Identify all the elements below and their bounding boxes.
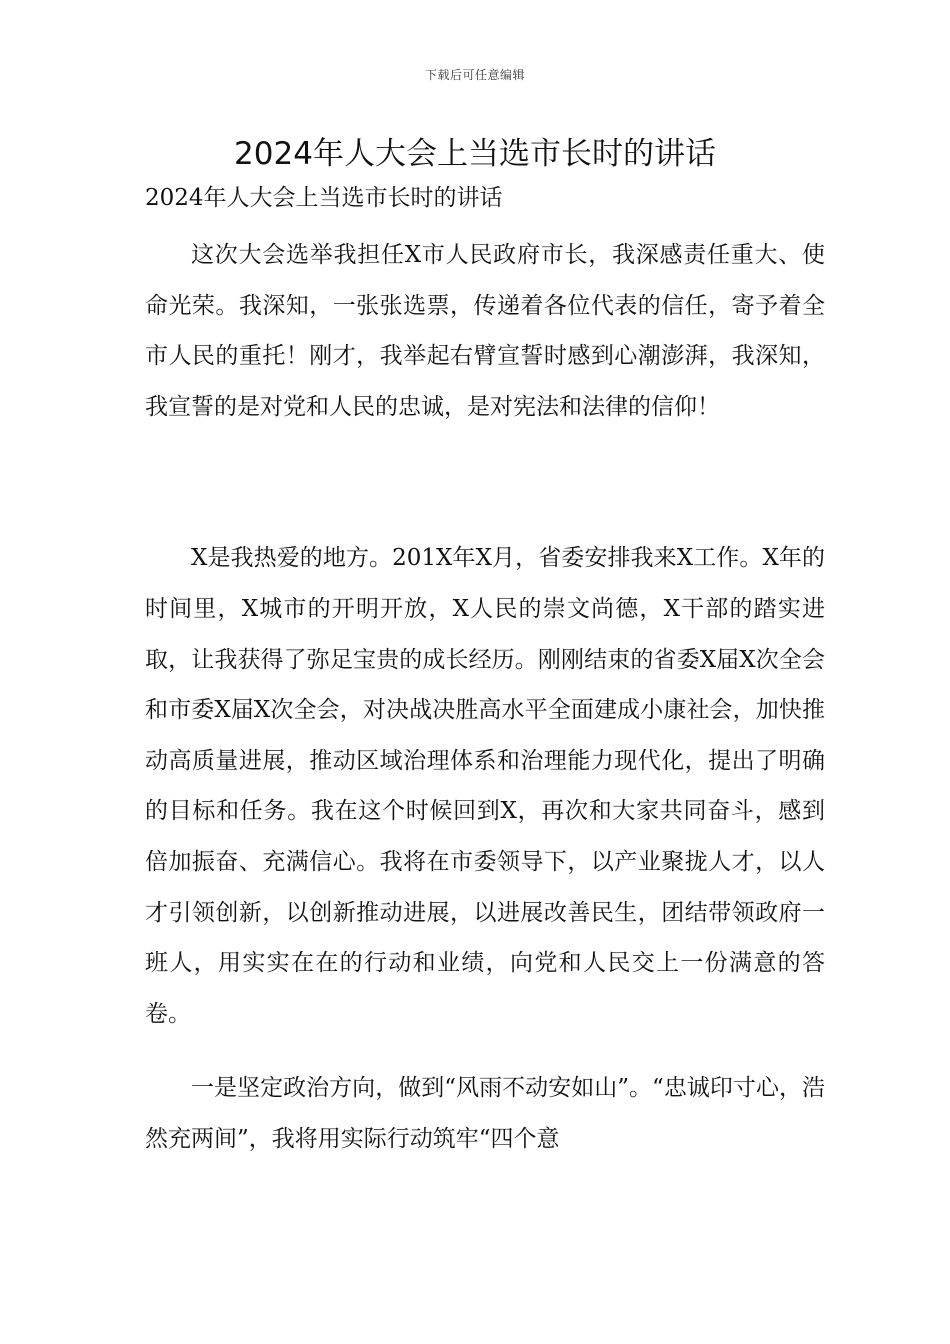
page-header-note: 下载后可任意编辑 bbox=[424, 68, 525, 82]
document-body bbox=[145, 178, 825, 1165]
document-subtitle: 2024年人大会上当选市长时的讲话 bbox=[145, 185, 503, 211]
paragraph-3: 一是坚定政治方向，做到“风雨不动安如山”。“忠诚印寸心，浩然充两间”，我将用实际行动筑牢“四个意 bbox=[145, 1075, 825, 1152]
paragraph-2: X是我热爱的地方。201X年X月，省委安排我来X工作。X年的时间里，X城市的开明开放，X人民的崇文尚德，X干部的踏实进取，让我获得了弥足宝贵的成长经历。刚刚结束的省委X届X次全会和市委X届X次全会，对决战决胜高水平全面建成小康社会，加快推动高质量进展，推动区域治理体系和治理能力现代化，提出了明确的目标和任务。我在这个时候回到X，再次和大家共同奋斗，感到倍加振奋、充满信心。我将在市委领导下，以产业聚拢人才，以人才引领创新，以创新推动进展，以进展改善民生，团结带领政府一班人，用实实在在的行动和业绩，向党和人民交上一份满意的答卷。 bbox=[145, 545, 825, 1027]
document-title: 2024年人大会上当选市长时的讲话 bbox=[234, 136, 716, 172]
paragraph-1: 这次大会选举我担任X市人民政府市长，我深感责任重大、使命光荣。我深知，一张张选票，传递着各位代表的信任，寄予着全市人民的重托！刚才，我举起右臂宣誓时感到心潮澎湃，我深知，我宣誓的是对党和人民的忠诚，是对宪法和法律的信仰！ bbox=[145, 242, 825, 420]
